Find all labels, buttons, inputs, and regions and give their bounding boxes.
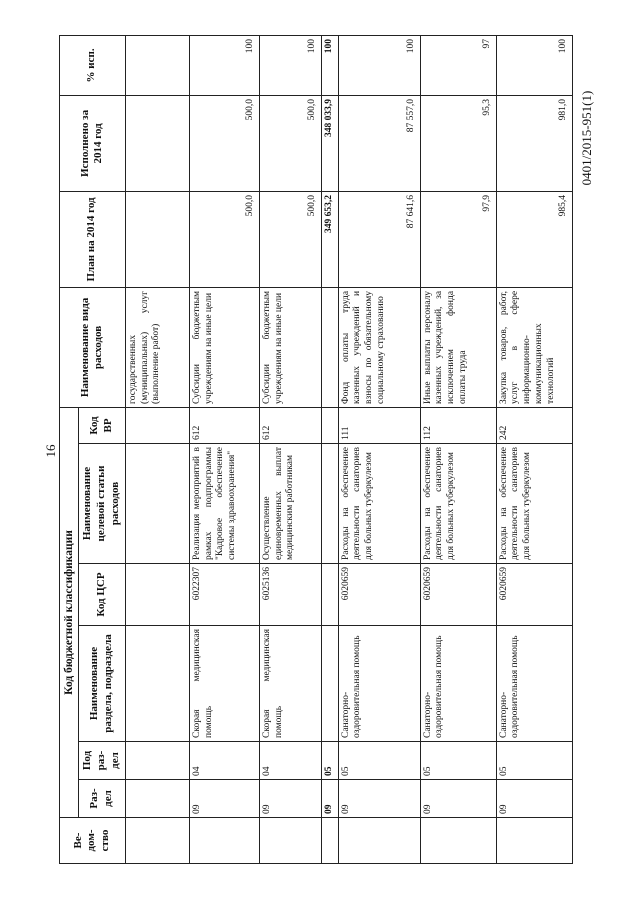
cell-name-vr: государственных (муниципальных) услуг (выполнение работ) (125, 287, 189, 407)
cell-kod-vr (125, 407, 189, 443)
cell-name-razdel: Санаторно-оздоровительная помощь (338, 626, 420, 742)
cell-vedomstvo (420, 818, 496, 864)
table-row (125, 35, 189, 863)
header-name-razdel: Наименование раздела, подраздела (79, 626, 125, 742)
cell-name-razdel: Скорая медицинская помощь (259, 626, 321, 742)
page-number-text: 16 (43, 444, 58, 458)
cell-plan: 349 653,2 (321, 191, 338, 287)
cell-razdel: 09 (259, 780, 321, 818)
cell-name-csr: Реализация мероприятий в рамках подпрограммы "Кадровое обеспечение системы здравоохранения" (189, 444, 259, 564)
cell-name-csr (321, 444, 338, 564)
header-name-csr: Наименование целевой статьи расходов (79, 444, 125, 564)
cell-pct: 100 (496, 35, 572, 95)
cell-kod-csr: 6025136 (259, 564, 321, 626)
cell-razdel: 09 (321, 780, 338, 818)
cell-pct: 100 (321, 35, 338, 95)
header-fact: Исполнено за 2014 год (60, 95, 126, 191)
cell-vedomstvo (496, 818, 572, 864)
cell-name-vr: Иные выплаты персоналу казенных учреждений, за исключением фонда оплаты труда (420, 287, 496, 407)
cell-kod-vr: 112 (420, 407, 496, 443)
header-kod-vr: Код ВР (79, 407, 125, 443)
cell-name-razdel (125, 626, 189, 742)
header-podrazdel: Под раз- дел (79, 742, 125, 780)
cell-name-razdel (321, 626, 338, 742)
table-row (338, 35, 420, 863)
cell-razdel: 09 (189, 780, 259, 818)
cell-podrazdel: 04 (259, 742, 321, 780)
document-id (572, 30, 602, 250)
cell-name-razdel: Санаторно-оздоровительная помощь (420, 626, 496, 742)
header-name-vr: Наименование вида расходов (60, 287, 126, 407)
page-number (36, 437, 60, 467)
cell-fact (125, 95, 189, 191)
cell-pct: 97 (420, 35, 496, 95)
cell-razdel: 09 (338, 780, 420, 818)
cell-pct (125, 35, 189, 95)
cell-kod-vr: 242 (496, 407, 572, 443)
header-pct: % исп. (60, 35, 126, 95)
cell-plan (125, 191, 189, 287)
cell-kod-vr (321, 407, 338, 443)
cell-fact: 981,0 (496, 95, 572, 191)
header-razdel: Раз- дел (79, 780, 125, 818)
cell-plan: 985,4 (496, 191, 572, 287)
cell-kod-csr: 6020659 (338, 564, 420, 626)
cell-razdel: 09 (420, 780, 496, 818)
cell-kod-vr: 111 (338, 407, 420, 443)
cell-plan: 500,0 (259, 191, 321, 287)
cell-plan: 97,9 (420, 191, 496, 287)
cell-name-csr: Осуществление единовременных выплат медицинским работникам (259, 444, 321, 564)
budget-table-container (59, 36, 568, 864)
table-header-row-1 (60, 35, 79, 863)
cell-pct: 100 (259, 35, 321, 95)
cell-vedomstvo (125, 818, 189, 864)
cell-name-vr: Закупка товаров, работ, услуг в сфере информационно-коммуникационных технологий (496, 287, 572, 407)
cell-pct: 100 (338, 35, 420, 95)
cell-kod-csr: 6020659 (496, 564, 572, 626)
header-kod-csr: Код ЦСР (79, 564, 125, 626)
cell-razdel: 09 (496, 780, 572, 818)
cell-kod-vr: 612 (259, 407, 321, 443)
table-row (259, 35, 321, 863)
document-id-text: 0401/2015-951(1) (579, 90, 594, 186)
cell-name-vr: Субсидии бюджетным учреждениям на иные цели (259, 287, 321, 407)
cell-kod-csr: 6020659 (420, 564, 496, 626)
cell-fact: 95,3 (420, 95, 496, 191)
cell-name-vr (321, 287, 338, 407)
cell-name-razdel: Скорая медицинская помощь (189, 626, 259, 742)
cell-podrazdel: 05 (338, 742, 420, 780)
header-budget-classification: Код бюджетной классификации (60, 407, 79, 817)
header-vedomstvo: Ве- дом- ство (60, 818, 126, 864)
cell-vedomstvo (259, 818, 321, 864)
cell-kod-csr (125, 564, 189, 626)
cell-kod-vr: 612 (189, 407, 259, 443)
cell-name-csr: Расходы на обеспечение деятельности санаториев для больных туберкулезом (338, 444, 420, 564)
header-plan: План на 2014 год (60, 191, 126, 287)
cell-podrazdel: 05 (420, 742, 496, 780)
cell-kod-csr (321, 564, 338, 626)
cell-name-csr: Расходы на обеспечение деятельности санаториев для больных туберкулезом (420, 444, 496, 564)
table-row (496, 35, 572, 863)
budget-table (59, 35, 573, 864)
cell-fact: 348 033,9 (321, 95, 338, 191)
cell-name-csr (125, 444, 189, 564)
cell-podrazdel (125, 742, 189, 780)
cell-fact: 87 557,0 (338, 95, 420, 191)
cell-fact: 500,0 (189, 95, 259, 191)
cell-pct: 100 (189, 35, 259, 95)
cell-kod-csr: 6022307 (189, 564, 259, 626)
table-row (189, 35, 259, 863)
table-row (420, 35, 496, 863)
cell-podrazdel: 04 (189, 742, 259, 780)
cell-vedomstvo (321, 818, 338, 864)
cell-name-vr: Фонд оплаты труда казенных учреждений и взносы по обязательному социальному страхованию (338, 287, 420, 407)
cell-plan: 87 641,6 (338, 191, 420, 287)
table-row-total (321, 35, 338, 863)
cell-podrazdel: 05 (496, 742, 572, 780)
cell-vedomstvo (189, 818, 259, 864)
cell-name-razdel: Санаторно-оздоровительная помощь (496, 626, 572, 742)
cell-razdel (125, 780, 189, 818)
cell-name-vr: Субсидии бюджетным учреждениям на иные цели (189, 287, 259, 407)
cell-podrazdel: 05 (321, 742, 338, 780)
cell-plan: 500,0 (189, 191, 259, 287)
cell-fact: 500,0 (259, 95, 321, 191)
cell-name-csr: Расходы на обеспечение деятельности санаториев для больных туберкулезом (496, 444, 572, 564)
cell-vedomstvo (338, 818, 420, 864)
